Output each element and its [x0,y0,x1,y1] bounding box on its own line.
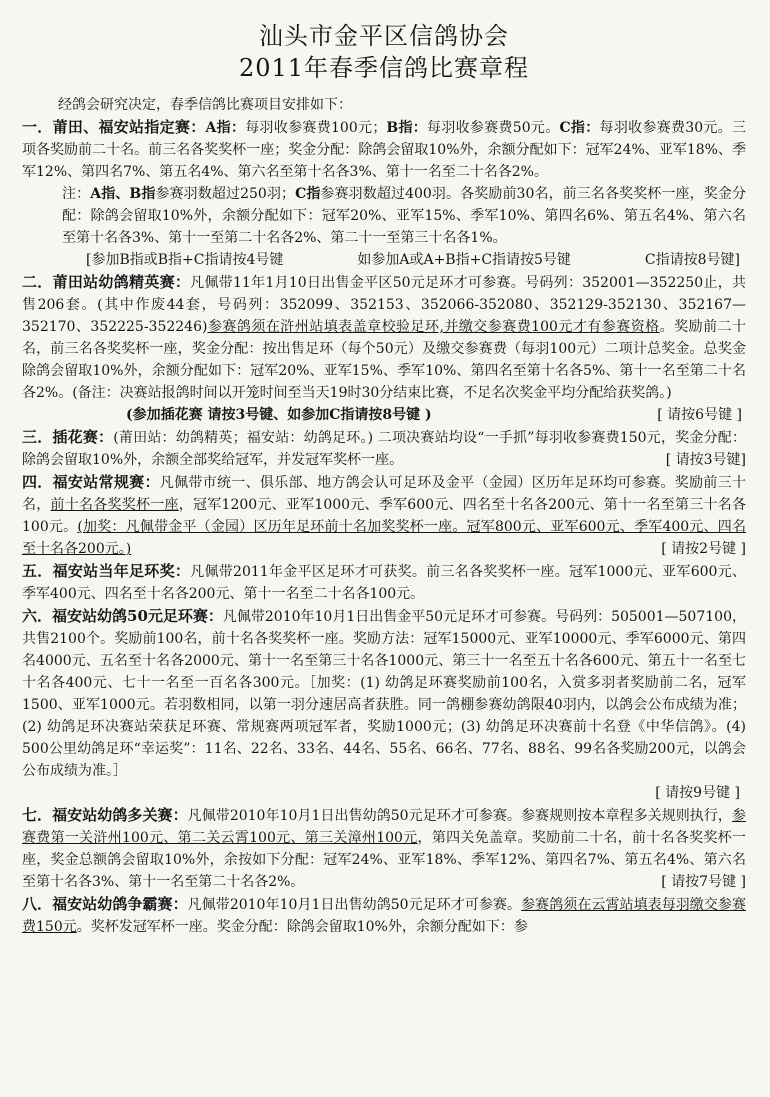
note-ab: A指、B指 [90,186,156,202]
key-hint-a: 如参加A或A+B指+C指请按5号键 [357,252,571,268]
section-4-text-1: 凡佩带市统一、俱乐部、地方鸽会认可足环及金平（金园）区历年足环均可参赛。奖励前三十名， [22,475,746,513]
section-7-underlined: 参赛费第一关浒州100元、第二关云霄100元、第三关漳州100元 [22,808,746,846]
key-hint-c: C指请按8号键] [644,252,740,268]
section-1-c-label: C指： [559,120,600,136]
section-2-key-left: (参加插花赛 请按3号键、如参加C指请按8号键 ) [126,407,432,423]
section-1-b-label: B指： [386,120,428,136]
section-2-underlined: 参赛鸽须在浒州站填表盖章校验足环,并缴交参赛费100元才有参赛资格 [207,319,660,335]
section-1 [22,116,746,183]
section-5-text: 凡佩带2011年金平区足环才可获奖。前三名各奖奖杯一座。冠军1000元、亚军600元、季军400元、四名至十名各200元、第十一名至二十名各100元。 [22,564,746,602]
section-8 [22,893,746,938]
section-4 [22,471,746,560]
section-2-text-1: 凡佩带11年1月10日出售金平区50元足环才可参赛。号码列：352001—352250止，共售206套。(其中作废44套，号码列：352099、352153、352066-352080、352129-352130、352167—352170、352225-352246) [22,275,746,335]
section-2-heading: 二．莆田站幼鸽精英赛： [22,273,191,291]
section-4-heading: 四．福安站常规赛： [22,473,160,491]
section-1-heading: 一．莆田、福安站指定赛： [22,118,206,136]
title-line-1: 汕头市金平区信鸽协会 [259,22,509,50]
section-3-heading: 三．插花赛： [22,428,114,446]
section-3-text: (莆田站：幼鸽精英；福安站：幼鸽足环。) 二项决赛站均设“一手抓”每羽收参赛费150元，奖金分配：除鸽会留取10%外，余额全部奖给冠军，并发冠军奖杯一座。 [22,430,746,468]
title-line-2: 2011年春季信鸽比赛章程 [238,54,530,82]
section-2-text-2: 。奖励前二十名，前三名各奖奖杯一座，奖金分配：按出售足环（每个50元）及缴交参赛费（每羽100元）二项计总奖金。总奖金除鸽会留取10%外，余额分配如下：冠军20%、亚军15%、季军10%、第四名至第十名各5%、第十一名至第二十名各2%。(备注：决赛站报鸽时间以开笼时间至当天19时30分结束比赛，不足名次奖金平均分配给获奖鸽。) [22,319,747,401]
section-8-text-2: 。奖杯发冠军杯一座。奖金分配：除鸽会留取10%外，余额分配如下：参 [76,919,528,935]
section-4-text-2: ，冠军1200元、亚军1000元、季军600元、四名至十名各200元、第十一名至第三十名各100元。 [22,497,747,535]
section-2 [22,271,746,404]
section-8-heading: 八．福安站幼鸽争霸赛： [22,895,188,913]
note-text-1: 参赛羽数超过250羽； [155,186,296,202]
section-5-heading: 五．福安站当年足环奖： [22,562,191,580]
section-8-text-1: 凡佩带2010年10月1日出售幼鸽50元足环才可参赛。 [187,897,522,913]
section-1-a-text: 每羽收参赛费100元； [245,120,387,136]
section-4-key: [ 请按2号键 ] [661,541,746,557]
note-prefix: 注： [62,186,91,202]
section-7-text-1: 凡佩带2010年10月1日出售幼鸽50元足环才可参赛。参赛规则按本章程多关规则执行， [187,808,732,824]
section-7-key: [ 请按7号键 ] [661,874,746,890]
section-1-c-text: 每羽收参赛费30元。三项各奖励前二十名。前三名各奖奖杯一座；奖金分配：除鸽会留取10%外，余额分配如下：冠军24%、亚军18%、季军12%、第四名7%、第五名4%、第六名至第十名各3%、第十一名至二十名各2%。 [22,120,746,180]
section-1-a-label: A指： [205,120,246,136]
section-6-text: 凡佩带2010年10月1日出售金平50元足环才可参赛。号码列：505001—507100，共售2100个。奖励前100名，前十名各奖奖杯一座。奖励方法：冠军15000元、亚军10000元、季军6000元、第四名4000元、五名至十名各2000元、第十一名至第三十名各1000元、第三十一名至五十名各600元、第五十一名至七十名各400元、七十一名至一百名各300元。［加奖：(1) 幼鸽足环赛奖励前100名，入赏多羽者奖励前二名，冠军1500、亚军1000元。若羽数相同，以第一羽分速居高者获胜。同一鸽棚参赛幼鸽限40羽内，以鸽会公布成绩为准；(2) 幼鸽足环决赛站荣获足环赛、常规赛两项冠军者，奖励1000元；(3) 幼鸽足环决赛前十名登《中华信鸽》。(4) 500公里幼鸽足环“幸运奖”：11名、22名、33名、44名、55名、66名、77名、88名、99名各奖励200元，以鸽会公布成绩为准。］ [22,609,746,779]
note-text-2: 参赛羽数超过400羽。各奖励前30名，前三名各奖奖杯一座，奖金分配：除鸽会留取10%外，余额分配如下：冠军20%、亚军15%、季军10%、第四名6%、第五名4%、第六名至第十名各3%、第十一至第二十名各2%、第二十一至第三十名各1%。 [62,186,746,246]
section-4-underlined-2: (加奖：凡佩带金平（金园）区历年足环前十名加奖奖杯一座。冠军800元、亚军600元、季军400元、四名至十名各200元。) [22,519,746,557]
section-2-key-right: [ 请按6号键 ] [657,407,742,423]
section-5 [22,560,746,605]
section-6-key: [ 请按9号键 ] [655,785,740,801]
section-7-text-2: ，第四关免盖章。奖励前二十名，前十名各奖奖杯一座，奖金总额鸽会留取10%外，余按如下分配：冠军24%、亚军18%、季军12%、第四名7%、第五名4%、第六名至第十名各3%、第十一名至第二十名各2%。 [22,830,747,890]
section-1-note [62,183,746,249]
key-hint-b: [参加B指或B指+C指请按4号键 [86,252,284,268]
section-6 [22,605,746,782]
document-title [22,20,746,84]
section-2-keys [22,404,746,426]
intro-text: 经鸽会研究决定，春季信鸽比赛项目安排如下： [58,97,352,113]
section-4-underlined-1: 前十名各奖奖杯一座 [50,497,179,513]
section-7 [22,804,746,893]
section-3-key: [ 请按3号键] [665,452,746,468]
section-8-underlined: 参赛鸽须在云霄站填表每羽缴交参赛费150元 [22,897,746,935]
section-3 [22,426,746,471]
section-6-heading: 六．福安站幼鸽50元足环赛： [22,607,223,625]
section-1-b-text: 每羽收参赛费50元。 [427,120,560,136]
note-c: C指 [295,186,321,202]
section-7-heading: 七．福安站幼鸽多关赛： [22,806,188,824]
section-1-keys [22,249,746,271]
